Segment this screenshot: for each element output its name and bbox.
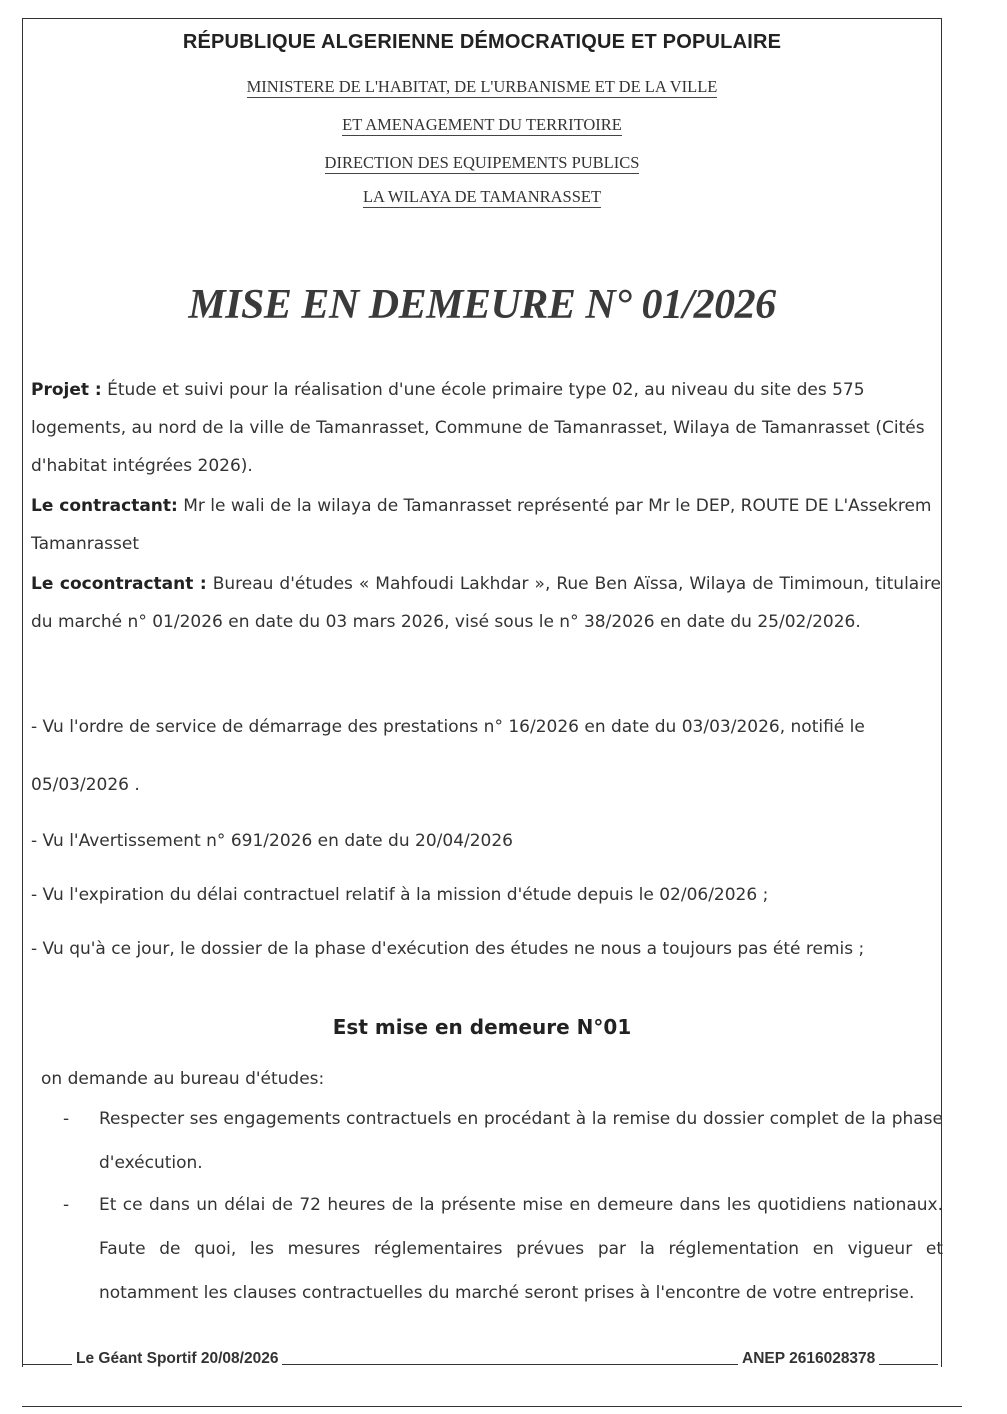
list-dash: - <box>63 1109 70 1129</box>
projet-text: Étude et suivi pour la réalisation d'une école primaire type 02, au niveau du site des 575 logements, au nord de la ville de Tamanrasset, Commune de Tamanrasset, Wilaya de Tamanrasset (Cités d'habitat intégrées 2026). <box>31 380 925 476</box>
wilaya-line: LA WILAYA DE TAMANRASSET <box>362 187 602 206</box>
projet-paragraph <box>31 371 941 485</box>
next-notice-border <box>22 1406 962 1407</box>
notice-frame <box>22 18 942 1367</box>
contractant-paragraph <box>31 487 941 563</box>
demand-intro: on demande au bureau d'études: <box>41 1069 325 1089</box>
cocontractant-paragraph <box>31 565 941 641</box>
list-dash: - <box>63 1195 70 1215</box>
consideration-item: - Vu l'Avertissement n° 691/2026 en date du 20/04/2026 <box>31 831 514 851</box>
demand-text: Respecter ses engagements contractuels en procédant à la remise du dossier complet de la phase d'exécution. <box>99 1109 943 1173</box>
consideration-item: - Vu qu'à ce jour, le dossier de la phase d'exécution des études ne nous a toujours pas été remis ; <box>31 939 865 959</box>
consideration-item: - Vu l'expiration du délai contractuel relatif à la mission d'étude depuis le 02/06/2026 ; <box>31 885 769 905</box>
ministry-line-2: ET AMENAGEMENT DU TERRITOIRE <box>342 115 622 134</box>
publication-credit: Le Géant Sportif 20/08/2026 <box>72 1350 282 1368</box>
direction-line: DIRECTION DES EQUIPEMENTS PUBLICS <box>324 153 640 172</box>
notice-title: MISE EN DEMEURE N° 01/2026 <box>188 282 776 328</box>
cocontractant-label: Le cocontractant : <box>31 574 207 594</box>
contractant-label: Le contractant: <box>31 496 178 516</box>
consideration-item: 05/03/2026 . <box>31 775 140 795</box>
demand-heading: Est mise en demeure N°01 <box>332 1015 632 1039</box>
notice-footer <box>22 1344 957 1374</box>
demand-item <box>63 1183 943 1315</box>
cocontractant-text: Bureau d'études « Mahfoudi Lakhdar », Rue Ben Aïssa, Wilaya de Timimoun, titulaire du marché n° 01/2026 en date du 03 mars 2026, visé sous le n° 38/2026 en date du 25/02/2026. <box>31 574 942 632</box>
contractant-text: Mr le wali de la wilaya de Tamanrasset représenté par Mr le DEP, ROUTE DE L'Assekrem Tamanrasset <box>31 496 932 554</box>
ministry-line-1: MINISTERE DE L'HABITAT, DE L'URBANISME ET DE LA VILLE <box>246 77 718 96</box>
demand-item <box>63 1097 943 1185</box>
republic-heading: RÉPUBLIQUE ALGERIENNE DÉMOCRATIQUE ET POPULAIRE <box>182 31 782 53</box>
consideration-item: - Vu l'ordre de service de démarrage des prestations n° 16/2026 en date du 03/03/2026, notifié le <box>31 717 865 737</box>
anep-reference: ANEP 2616028378 <box>738 1350 879 1368</box>
projet-label: Projet : <box>31 380 102 400</box>
demand-text: Et ce dans un délai de 72 heures de la présente mise en demeure dans les quotidiens nationaux. Faute de quoi, les mesures réglementaires prévues par la réglementation en vigueur et notamment les clauses contractuelles du marché seront prises à l'encontre de votre entreprise. <box>99 1195 943 1303</box>
